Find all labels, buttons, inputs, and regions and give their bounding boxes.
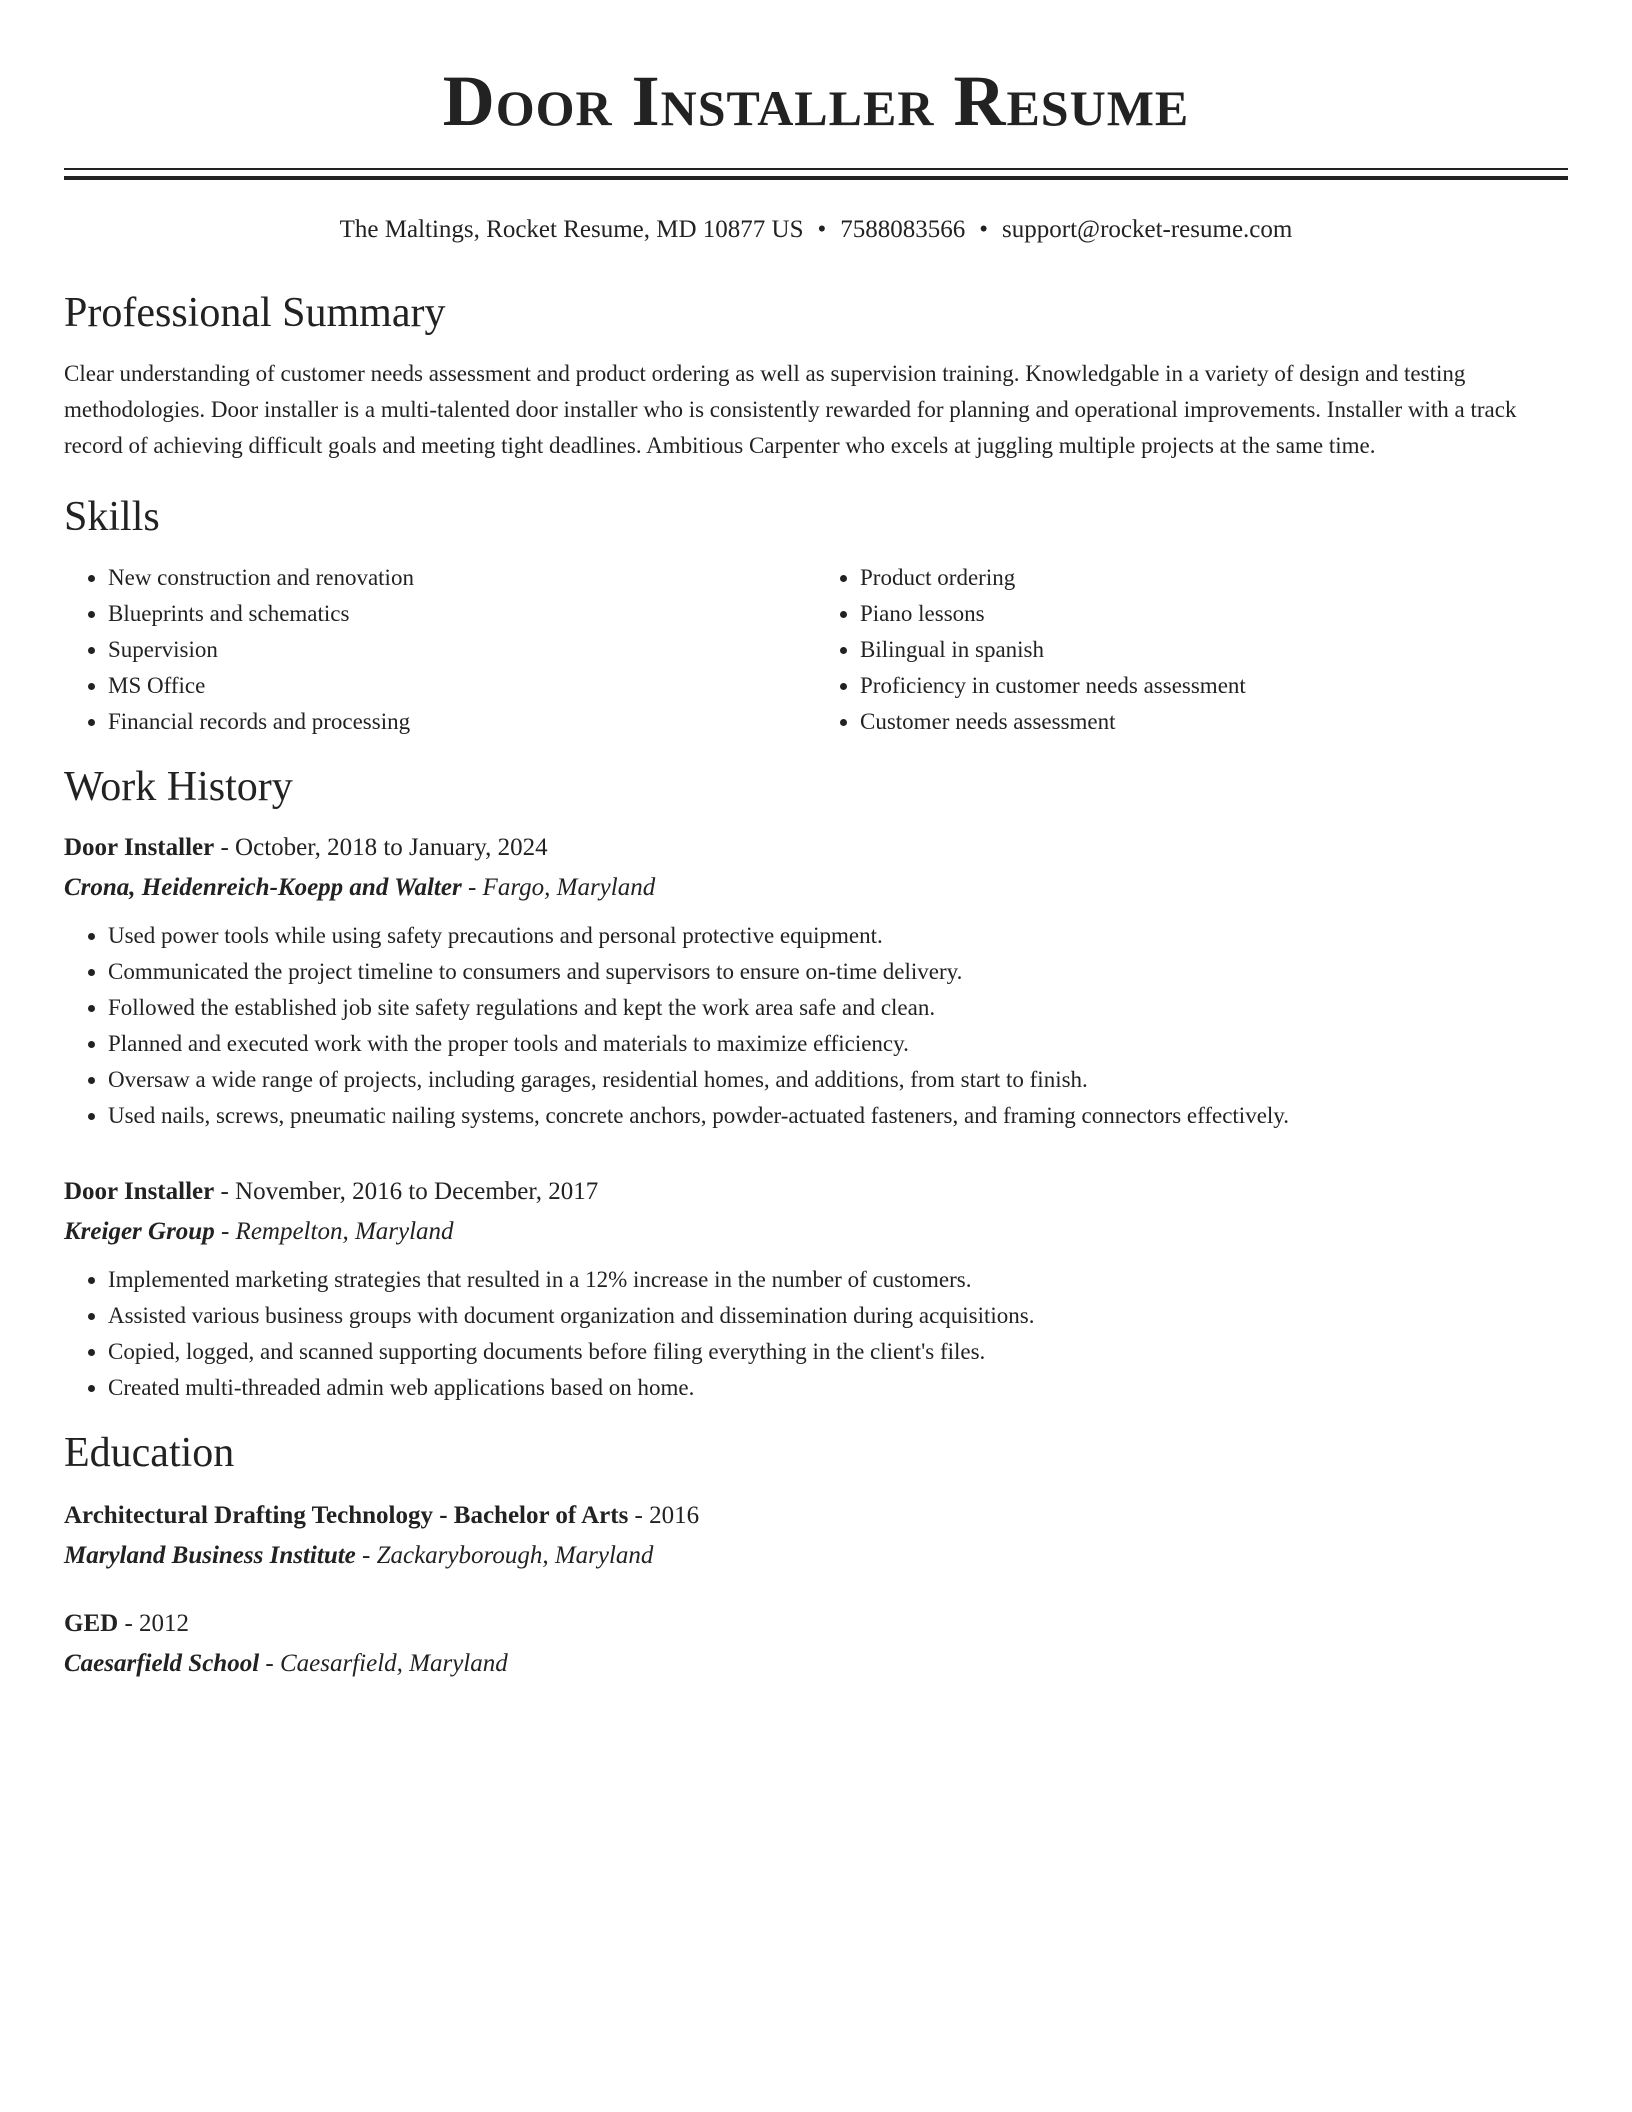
degree-year: - 2012 [118,1610,190,1637]
employer-line [64,1212,1568,1252]
job-bullet: • Followed the established job site safety regulations and kept the work area safe and clean. [108,990,1568,1026]
school-location: - Caesarfield, Maryland [259,1650,508,1677]
skill-item: • Customer needs assessment [860,704,1568,740]
skill-item: • Product ordering [860,560,1568,596]
job-bullet: • Used power tools while using safety precautions and personal protective equipment. [108,918,1568,954]
job-bullet: • Implemented marketing strategies that resulted in a 12% increase in the number of customers. [108,1262,1568,1298]
job-bullets [64,1262,1568,1406]
school-line [64,1644,1568,1684]
school-location: - Zackaryborough, Maryland [355,1542,654,1569]
skill-item: • Proficiency in customer needs assessment [860,668,1568,704]
degree-line [64,1496,1568,1536]
contact-separator: • [979,216,989,243]
contact-phone: 7588083566 [840,216,966,243]
job-title: Door Installer [64,834,215,861]
skills-list [64,560,1568,740]
title-divider-thin [64,168,1568,170]
job-entry [64,1172,1568,1406]
contact-email: support@rocket-resume.com [1002,216,1293,243]
job-bullets [64,918,1568,1134]
job-bullet: • Communicated the project timeline to consumers and supervisors to ensure on-time delivery. [108,954,1568,990]
skill-item: • Financial records and processing [108,704,816,740]
summary-heading: Professional Summary [64,290,446,336]
education-heading: Education [64,1430,235,1476]
job-bullet: • Used nails, screws, pneumatic nailing systems, concrete anchors, powder-actuated fasteners, and framing connectors effectively. [108,1098,1568,1134]
skills-heading: Skills [64,494,160,540]
summary-text: Clear understanding of customer needs assessment and product ordering as well as supervision training. Knowledgable in a variety of design and testing methodologies. Door installer is a multi-talented door installer who is consistently rewarded for planning and operational improvements. Installer with a track record of achieving difficult goals and meeting tight deadlines. Ambitious Carpenter who excels at juggling multiple projects at the same time. [64,361,1517,458]
employer-line [64,868,1568,908]
contact-address: The Maltings, Rocket Resume, MD 10877 US [339,216,804,243]
degree-line [64,1604,1568,1644]
skill-item: • Blueprints and schematics [108,596,816,632]
job-title: Door Installer [64,1178,215,1205]
work-history-heading: Work History [64,764,293,810]
job-title-line [64,828,1568,868]
page-title: Door Installer Resume [442,61,1190,141]
job-title-line [64,1172,1568,1212]
degree-name: GED [64,1610,119,1637]
job-dates: - November, 2016 to December, 2017 [214,1178,599,1205]
job-entry [64,828,1568,1134]
employer-name: Crona, Heidenreich-Koepp and Walter [64,874,462,901]
skills-column-right [816,560,1568,740]
skill-item: • Piano lessons [860,596,1568,632]
degree-name: Architectural Drafting Technology - Bachelor of Arts [64,1502,629,1529]
employer-name: Kreiger Group [64,1218,215,1245]
school-name: Maryland Business Institute [64,1542,356,1569]
employer-location: - Rempelton, Maryland [214,1218,454,1245]
education-entry [64,1496,1568,1576]
school-line [64,1536,1568,1576]
contact-line [64,214,1568,246]
job-bullet: • Created multi-threaded admin web applications based on home. [108,1370,1568,1406]
job-bullet: • Assisted various business groups with document organization and dissemination during acquisitions. [108,1298,1568,1334]
job-bullet: • Planned and executed work with the proper tools and materials to maximize efficiency. [108,1026,1568,1062]
school-name: Caesarfield School [64,1650,260,1677]
job-bullet: • Copied, logged, and scanned supporting documents before filing everything in the client's files. [108,1334,1568,1370]
skills-column-left [64,560,816,740]
skill-item: • New construction and renovation [108,560,816,596]
title-divider-thick [64,176,1568,180]
skill-item: • Bilingual in spanish [860,632,1568,668]
job-bullet: • Oversaw a wide range of projects, including garages, residential homes, and additions, from start to finish. [108,1062,1568,1098]
employer-location: - Fargo, Maryland [461,874,656,901]
degree-year: - 2016 [628,1502,700,1529]
contact-separator: • [817,216,827,243]
skill-item: • Supervision [108,632,816,668]
education-entry [64,1604,1568,1684]
skill-item: • MS Office [108,668,816,704]
job-dates: - October, 2018 to January, 2024 [214,834,548,861]
